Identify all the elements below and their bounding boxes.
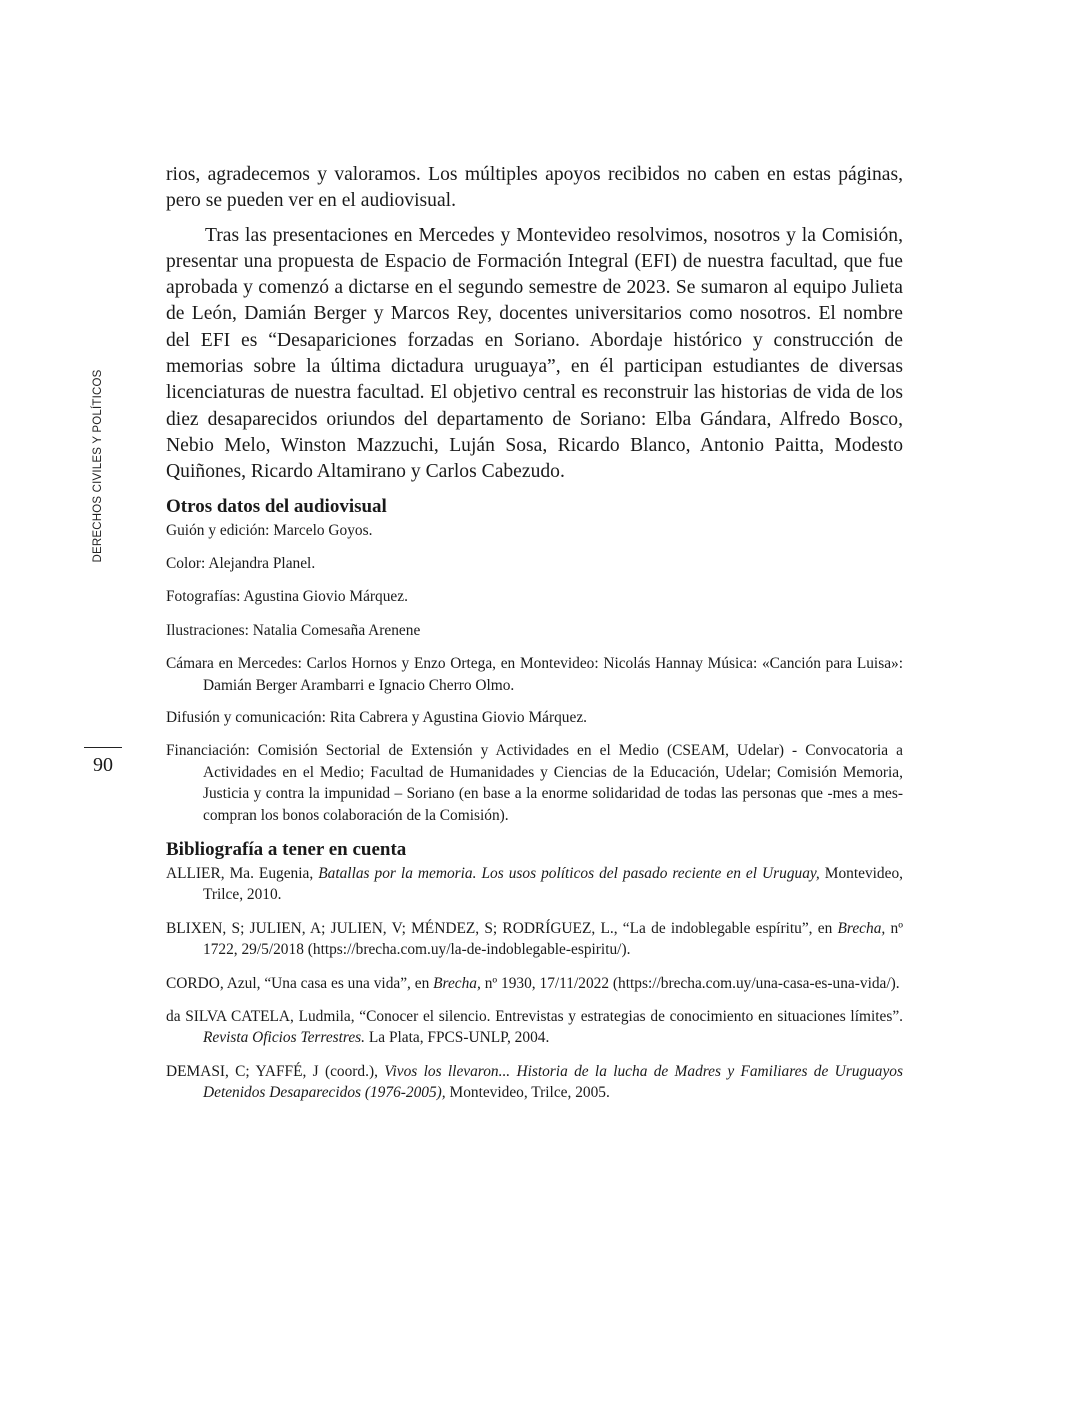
page-number: 90 <box>93 754 113 776</box>
credit-item: Cámara en Mercedes: Carlos Hornos y Enzo Ortega, en Montevideo: Nicolás Hannay Música: «Canción para Luisa»: Damián Berger Arambarri e Ignacio Cherro Olmo. <box>166 655 903 694</box>
credit-item: Difusión y comunicación: Rita Cabrera y Agustina Giovio Márquez. <box>166 709 588 726</box>
paragraph-continued: rios, agradecemos y valoramos. Los múltiples apoyos recibidos no caben en estas páginas, pero se pueden ver en el audiovisual. <box>166 164 903 212</box>
section-title-bibliography: Bibliografía a tener en cuenta <box>166 839 407 861</box>
credit-item: Color: Alejandra Planel. <box>166 554 316 572</box>
bibliography-entry: da SILVA CATELA, Ludmila, “Conocer el silencio. Entrevistas y estrategias de conocimiento en situaciones límites”. Revista Oficios Terrestres. La Plata, FPCS-UNLP, 2004. <box>166 1008 903 1047</box>
bibliography-entry: CORDO, Azul, “Una casa es una vida”, en Brecha, nº 1930, 17/11/2022 (https://brecha.com.uy/una-casa-es-una-vida/). <box>166 974 900 992</box>
page-body <box>166 162 903 1116</box>
credit-item: Guión y edición: Marcelo Goyos. <box>166 521 373 539</box>
credit-item: Financiación: Comisión Sectorial de Extensión y Actividades en el Medio (CSEAM, Udelar) - Convocatoria a Actividades en el Medio; Facultad de Humanidades y Ciencias de la Educación, Udelar; Comisión Memoria, Justicia y contra la impunidad – Soriano (en base a la enorme solidaridad de todas las personas que -mes a mes- compran los bonos colaboración de la Comisión). <box>166 742 903 824</box>
running-header-side: DERECHOS CIVILES Y POLÍTICOS <box>92 369 104 563</box>
bibliography-entry: BLIXEN, S; JULIEN, A; JULIEN, V; MÉNDEZ, S; RODRÍGUEZ, L., “La de indoblegable espíritu”, en Brecha, nº 1722, 29/5/2018 (https://brecha.com.uy/la-de-indoblegable-espiritu/). <box>166 919 903 959</box>
paragraph-efi: Tras las presentaciones en Mercedes y Montevideo resolvimos, nosotros y la Comisión, presentar una propuesta de Espacio de Formación Integral (EFI) de nuestra facultad, que fue aprobada y comenzó a dictarse en el segundo semestre de 2023. Se sumaron al equipo Julieta de León, Damián Berger y Marcos Rey, docentes universitarios como nosotros. El nombre del EFI es “Desapariciones forzadas en Soriano. Abordaje histórico y construcción de memorias sobre la última dictadura uruguaya”, en él participan estudiantes de diversas licenciaturas de nuestra facultad. El objetivo central es reconstruir las historias de vida de los diez desaparecidos oriundos del departamento de Soriano: Elba Gándara, Alfredo Bosco, Nebio Melo, Winston Mazzuchi, Luján Sosa, Ricardo Blanco, Antonio Paitta, Modesto Quiñones, Ricardo Altamirano y Carlos Cabezudo. <box>166 224 903 483</box>
page-number-block <box>84 747 122 779</box>
bibliography-entry: DEMASI, C; YAFFÉ, J (coord.), Vivos los llevaron... Historia de la lucha de Madres y Familiares de Uruguayos Detenidos Desaparecidos (1976-2005), Montevideo, Trilce, 2005. <box>166 1062 903 1102</box>
bibliography-entry: ALLIER, Ma. Eugenia, Batallas por la memoria. Los usos políticos del pasado reciente en el Uruguay, Montevideo, Trilce, 2010. <box>166 865 903 904</box>
section-title-credits: Otros datos del audiovisual <box>166 495 387 517</box>
credit-item: Fotografías: Agustina Giovio Márquez. <box>166 588 408 606</box>
credit-item: Ilustraciones: Natalia Comesaña Arenene <box>166 621 421 639</box>
